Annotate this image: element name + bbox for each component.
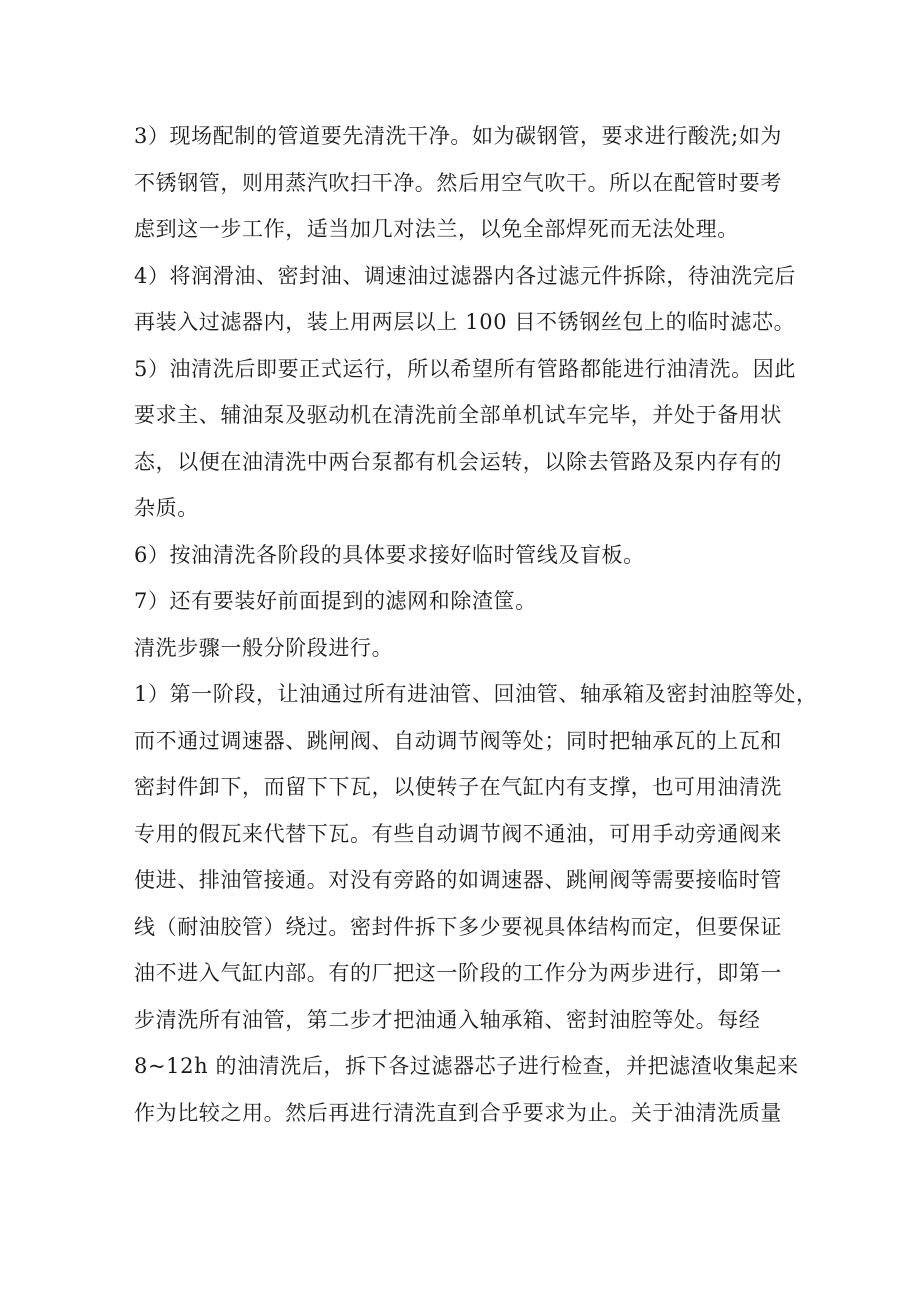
text-line: 线（耐油胶管）绕过。密封件拆下多少要视具体结构而定，但要保证 <box>134 914 782 939</box>
text-line: 6）按油清洗各阶段的具体要求接好临时管线及盲板。 <box>134 542 645 567</box>
text-line: 要求主、辅油泵及驱动机在清洗前全部单机试车完毕，并处于备用状 <box>134 403 782 427</box>
text-line: 作为比较之用。然后再进行清洗直到合乎要求为止。关于油清洗质量 <box>134 1100 782 1125</box>
text-line: 再装入过滤器内，装上用两层以上 100 目不锈钢丝包上的临时滤芯。 <box>134 310 796 334</box>
text-line: 态，以便在油清洗中两台泵都有机会运转，以除去管路及泵内存有的 <box>134 449 782 474</box>
text-line: 使进、排油管接通。对没有旁路的如调速器、跳闸阀等需要接临时管 <box>134 868 782 892</box>
text-line: 4）将润滑油、密封油、调速油过滤器内各过滤元件拆除，待油洗完后 <box>134 263 796 288</box>
text-line: 杂质。 <box>134 496 199 520</box>
document-body <box>134 113 818 1136</box>
text-line: 步清洗所有油管，第二步才把油通入轴承箱、密封油腔等处。每经 <box>134 1007 761 1032</box>
text-line: 5）油清洗后即要正式运行，所以希望所有管路都能进行油清洗。因此 <box>134 356 796 381</box>
text-line: 1）第一阶段，让油通过所有进油管、回油管、轴承箱及密封油腔等处， <box>134 682 818 706</box>
text-line: 清洗步骤一般分阶段进行。 <box>134 635 394 660</box>
text-line: 8~12h 的油清洗后，拆下各过滤器芯子进行检查，并把滤渣收集起来 <box>134 1054 799 1078</box>
text-line: 专用的假瓦来代替下瓦。有些自动调节阀不通油，可用手动旁通阀来 <box>134 821 782 846</box>
text-line: 3）现场配制的管道要先清洗干净。如为碳钢管，要求进行酸洗;如为 <box>134 124 783 148</box>
text-line: 不锈钢管，则用蒸汽吹扫干净。然后用空气吹干。所以在配管时要考 <box>134 170 782 195</box>
text-line: 密封件卸下，而留下下瓦，以使转子在气缸内有支撑，也可用油清洗 <box>134 775 782 799</box>
text-line: 油不进入气缸内部。有的厂把这一阶段的工作分为两步进行，即第一 <box>134 961 782 985</box>
text-line: 7）还有要装好前面提到的滤网和除渣筐。 <box>134 589 537 613</box>
text-line: 虑到这一步工作，适当加几对法兰，以免全部焊死而无法处理。 <box>134 217 739 241</box>
text-line: 而不通过调速器、跳闸阀、自动调节阀等处；同时把轴承瓦的上瓦和 <box>134 728 782 753</box>
